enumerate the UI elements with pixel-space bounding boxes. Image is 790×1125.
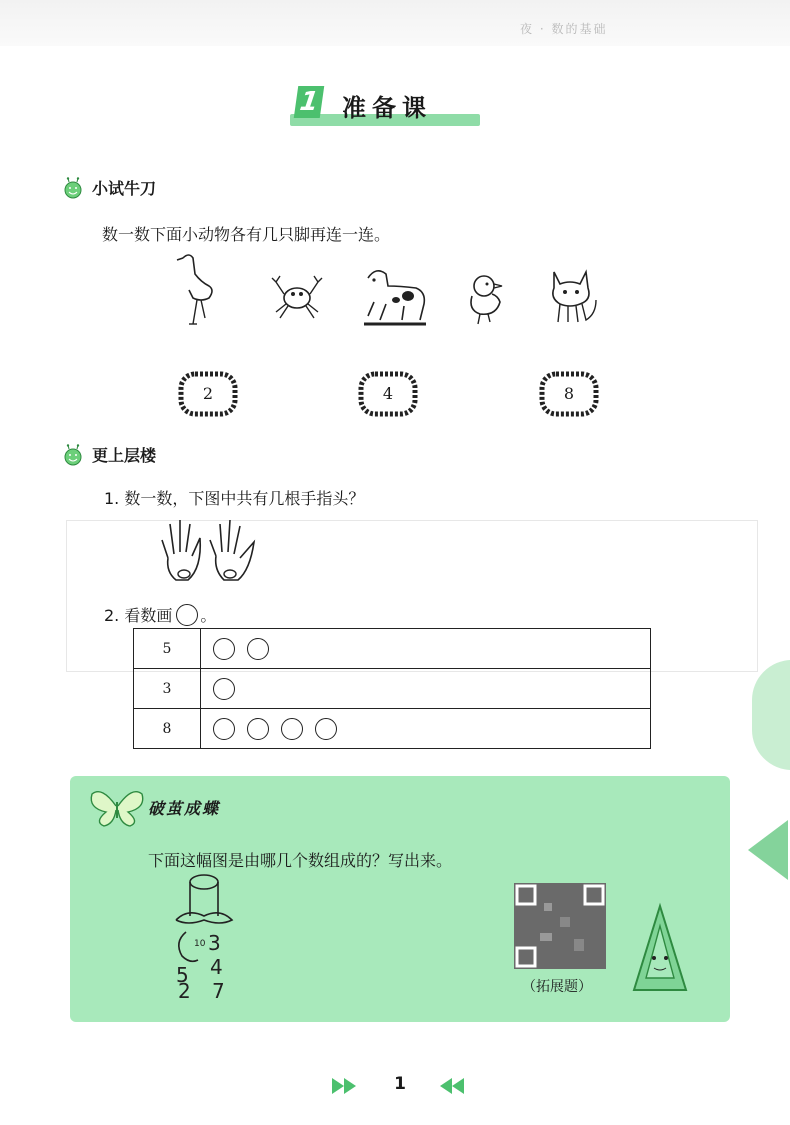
number-wreath-3: [537, 369, 601, 419]
question-2-suffix: 。: [200, 606, 217, 625]
section-label: 小试牛刀: [92, 179, 157, 198]
figure-digit: 2: [178, 979, 191, 1000]
triangle-mascot-icon: [628, 902, 692, 998]
crane-icon: [175, 252, 225, 328]
lesson-number: 1: [294, 86, 324, 118]
double-arrow-left-icon: [426, 1076, 466, 1096]
number-wreath-2: [356, 369, 420, 419]
smiley-worm-icon: [62, 177, 84, 199]
figure-digit: 5: [176, 963, 189, 987]
circle-icon: [247, 638, 269, 660]
figure-digit: 7: [212, 979, 225, 1000]
section3-instruction: 下面这幅图是由哪几个数组成的？写出来。: [148, 851, 453, 870]
table-row: [134, 669, 651, 709]
lesson-title-text: 准备课: [342, 93, 432, 122]
figure-digit: 10: [194, 939, 206, 949]
circle-icon: [247, 718, 269, 740]
draw-circles-table: [133, 628, 651, 749]
question-2-label: 2. 看数画: [104, 606, 173, 625]
table-row: [134, 629, 651, 669]
circle-icon: [176, 604, 198, 626]
circle-cell[interactable]: [201, 709, 651, 749]
circle-icon: [315, 718, 337, 740]
section-label: 更上层楼: [92, 446, 157, 465]
table-row: [134, 709, 651, 749]
qr-code[interactable]: [514, 883, 606, 969]
figure-digit: 4: [210, 955, 223, 979]
number-wreath-1: [176, 369, 240, 419]
lesson-title: [290, 86, 480, 126]
show-through-decoration: [752, 660, 790, 770]
dog-icon: [360, 264, 432, 326]
circle-icon: [213, 718, 235, 740]
wreath-number: 8: [563, 384, 575, 403]
circle-cell[interactable]: [201, 629, 651, 669]
header-strip-text: 夜 · 数的基础: [520, 22, 608, 36]
qr-caption: （拓展题）: [522, 979, 592, 995]
figure-digit: 3: [208, 931, 221, 955]
section-header-advance: [62, 443, 156, 466]
section-label: 破茧成蝶: [148, 799, 221, 818]
show-through-triangle: [748, 820, 788, 880]
circle-icon: [281, 718, 303, 740]
wreath-number: 4: [382, 384, 394, 403]
wreath-number: 2: [202, 384, 214, 403]
circle-icon: [213, 678, 235, 700]
circle-cell[interactable]: [201, 669, 651, 709]
section1-instruction: 数一数下面小动物各有几只脚再连一连。: [102, 225, 391, 244]
smiley-worm-icon: [62, 444, 84, 466]
row-number: 5: [134, 629, 201, 669]
circle-icon: [213, 638, 235, 660]
number-figure-drawing: [168, 870, 240, 1000]
crab-icon: [268, 266, 326, 324]
page-footer: [330, 1074, 470, 1098]
question-1-text: 1. 数一数，下图中共有几根手指头？: [104, 489, 365, 508]
two-hands-icon: [158, 514, 260, 586]
butterfly-icon: [88, 784, 146, 828]
chick-icon: [462, 270, 510, 326]
double-arrow-right-icon: [330, 1076, 370, 1096]
row-number: 8: [134, 709, 201, 749]
qr-pattern-icon: [514, 883, 606, 969]
page-number: 1: [394, 1074, 406, 1094]
cat-icon: [546, 264, 602, 326]
section-header-warmup: [62, 176, 156, 199]
page-top-strip: [0, 0, 790, 46]
row-number: 3: [134, 669, 201, 709]
question-2-text: [104, 603, 216, 626]
